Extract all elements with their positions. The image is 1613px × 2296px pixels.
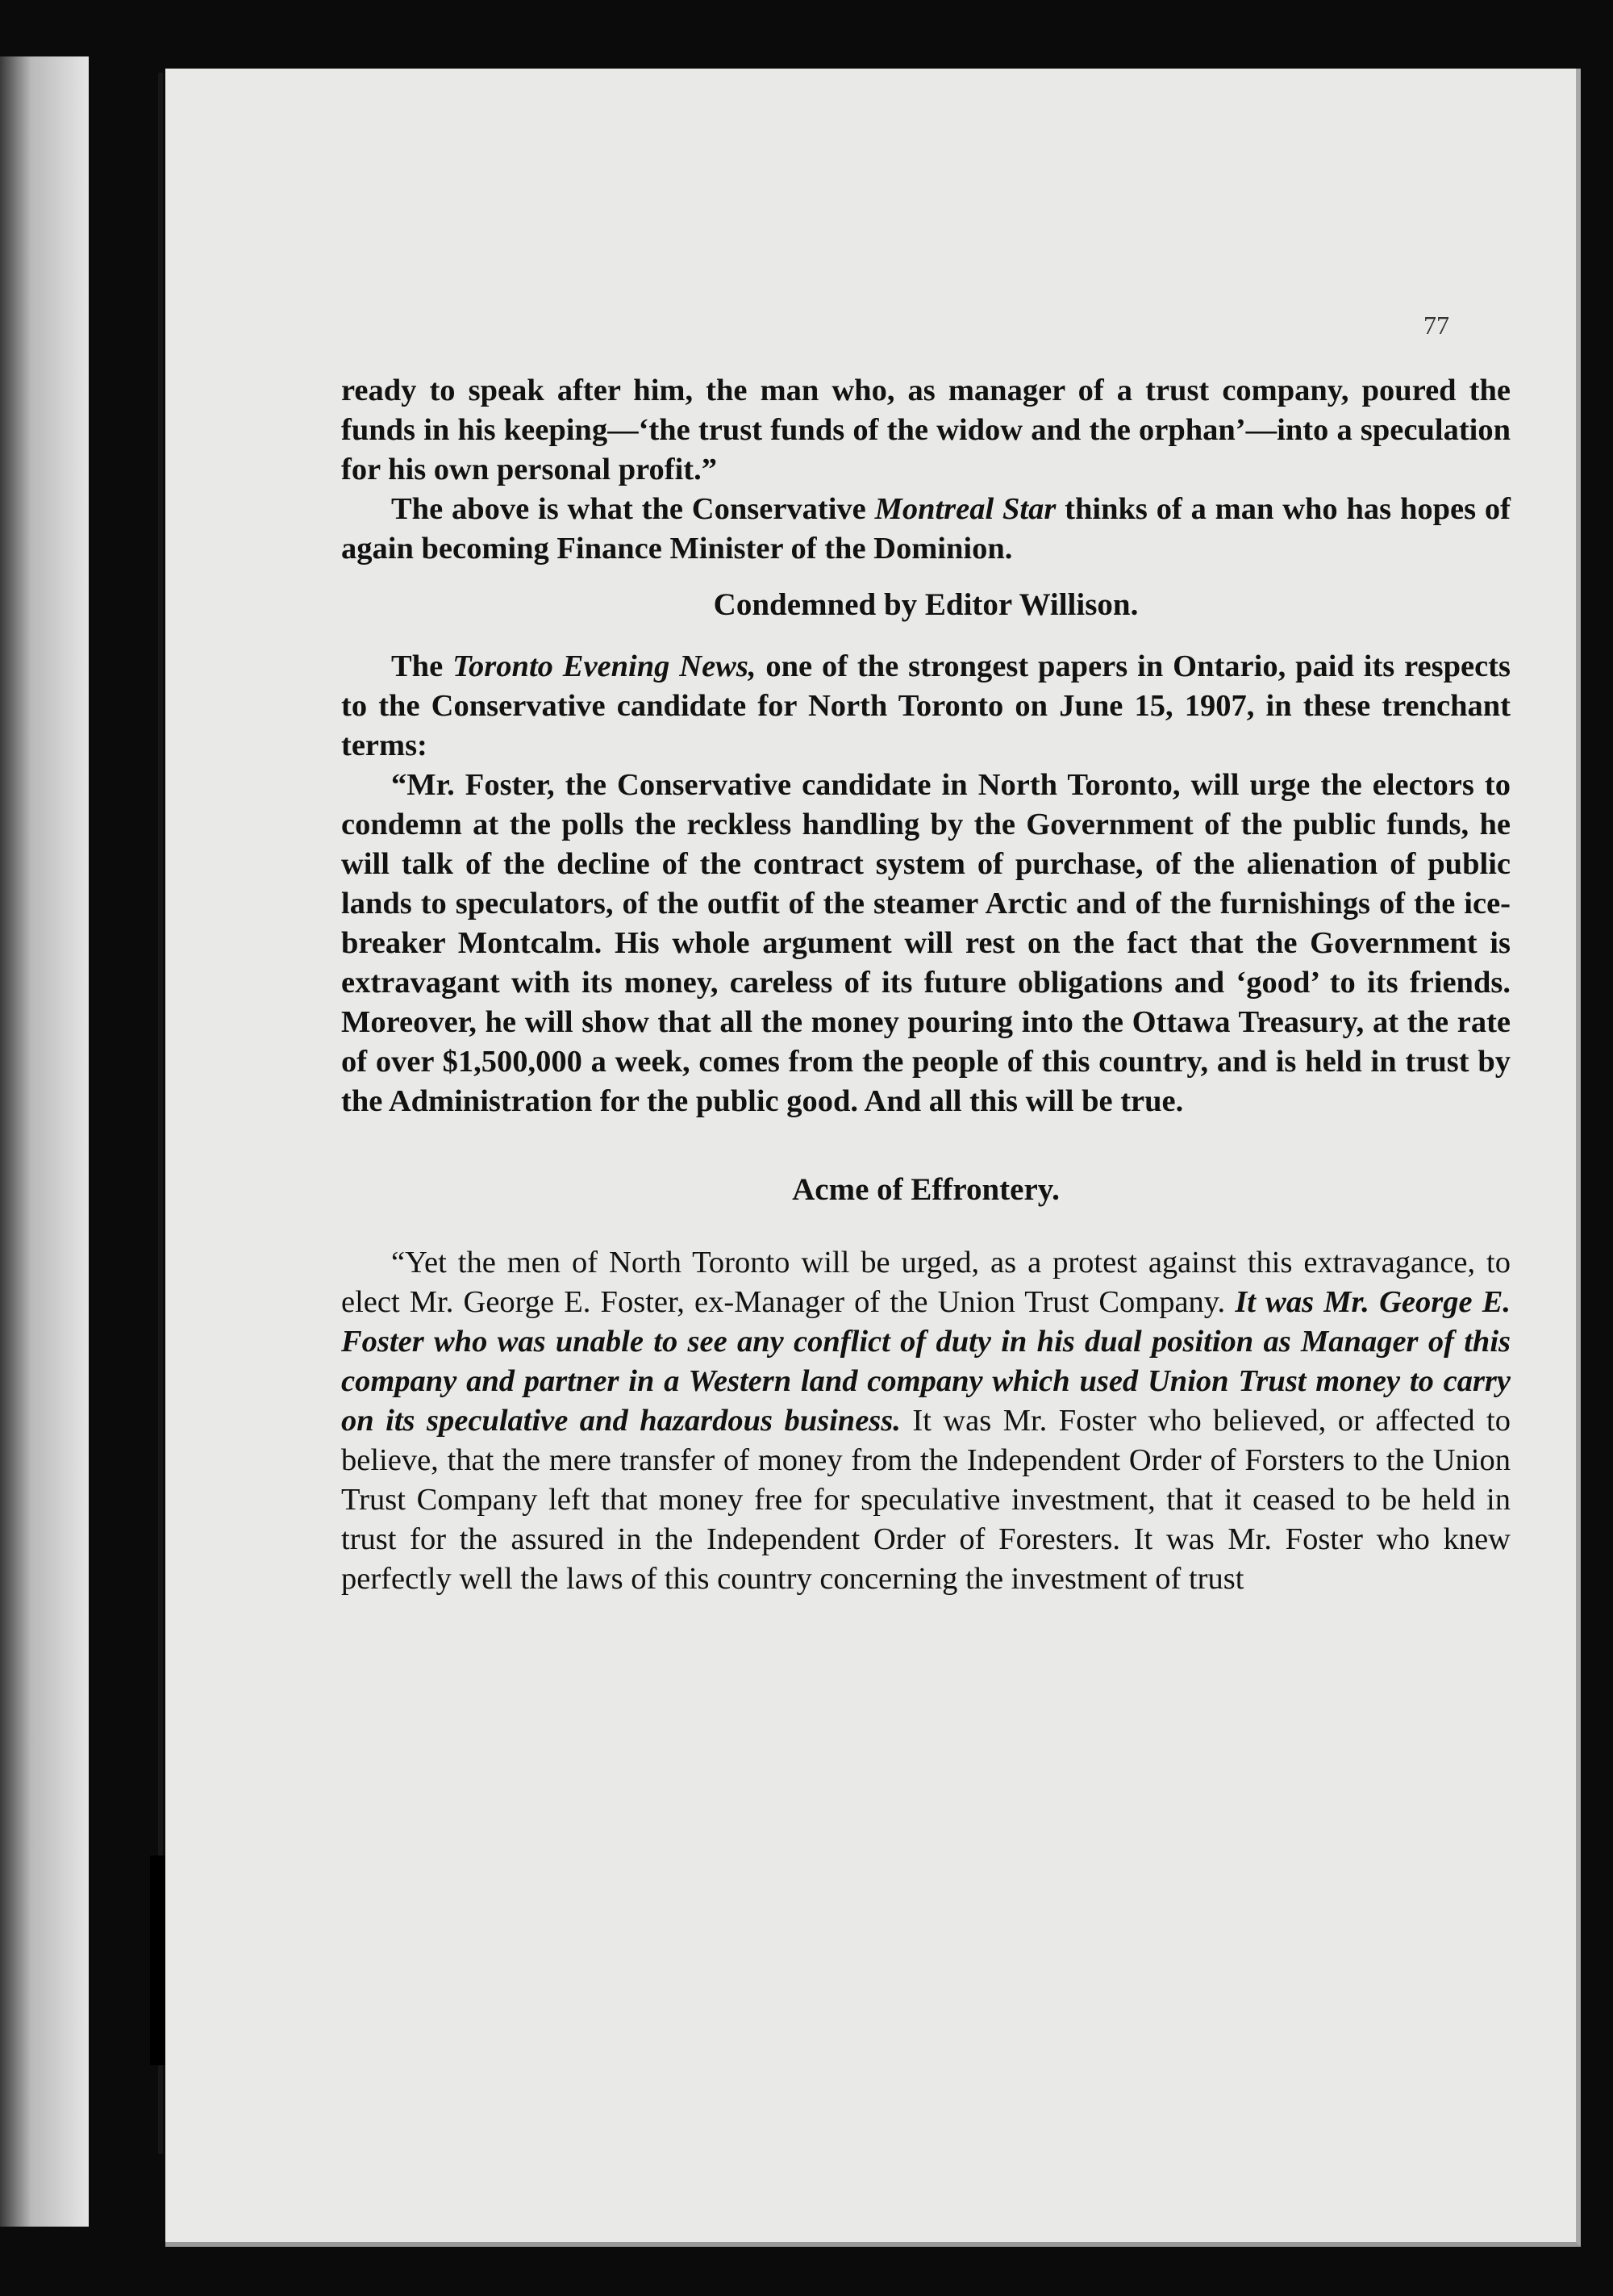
paragraph-continuation: ready to speak after him, the man who, as manager of a trust company, poured the funds in his keeping—‘the trust funds of the widow and the orphan’—into a speculation for his own personal profit.”	[341, 374, 1511, 486]
italic-passage: It was Mr. George E. Foster who was unable to see any conflict of duty in his dual position as Manager of this company and partner in a Western land company which used Union Trust money to carry on its speculative and hazardous business.	[341, 1285, 1511, 1438]
page-body	[341, 371, 1511, 1599]
text-run: thinks of a man who has hopes of again becoming Finance Minister of the Dominion.	[341, 492, 1511, 566]
book-page	[165, 69, 1581, 2247]
paragraph-montreal-star	[341, 490, 1511, 569]
binding-mark	[150, 1856, 166, 2065]
text-run: “Yet the men of North Toronto will be urged, as a protest against this extravagance, to elect Mr. George E. Foster, ex-Manager of the Union Trust Company.	[341, 1246, 1511, 1319]
text-run: The above is what the Conservative	[391, 492, 875, 526]
paragraph-quote-effrontery	[341, 1243, 1511, 1599]
text-run: It was Mr. Foster who believed, or affected to believe, that the mere transfer of money from the Independent Order of Forsters to the Union Trust Company left that money free for speculative investment, that it ceased to be held in trust for the assured in the Independent Order of Foresters. It was Mr. Foster who knew perfectly well the laws of this country concerning the investment of trust	[341, 1404, 1511, 1596]
paragraph-quote-foster: “Mr. Foster, the Conservative candidate in North Toronto, will urge the electors to condemn at the polls the reckless handling by the Government of the public funds, he will talk of the decline of the contract system of purchase, of the alienation of public lands to speculators, of the outfit of the steamer Arctic and of the furnishings of the ice-breaker Montcalm. His whole argument will rest on the fact that the Government is extravagant with its money, careless of its future obligations and ‘good’ to its friends. Moreover, he will show that all the money pouring into the Ottawa Treasury, at the rate of over $1,500,000 a week, comes from the people of this country, and is held in trust by the Administration for the public good. And all this will be true.	[341, 768, 1511, 1118]
page-number: 77	[1423, 311, 1449, 340]
book-gutter	[158, 73, 163, 2154]
section-heading-effrontery: Acme of Effrontery.	[792, 1172, 1060, 1207]
paragraph-toronto-news	[341, 647, 1511, 766]
newspaper-title: Montreal Star	[874, 492, 1057, 526]
section-heading-condemned: Condemned by Editor Willison.	[713, 587, 1139, 622]
newspaper-title: Toronto Evening News,	[452, 649, 756, 683]
text-run: one of the strongest papers in Ontario, paid its respects to the Conservative candidate for North Toronto on June 15, 1907, in these trenchant terms:	[341, 649, 1511, 762]
text-run: The	[391, 649, 453, 683]
adjacent-page-edge	[0, 56, 89, 2227]
